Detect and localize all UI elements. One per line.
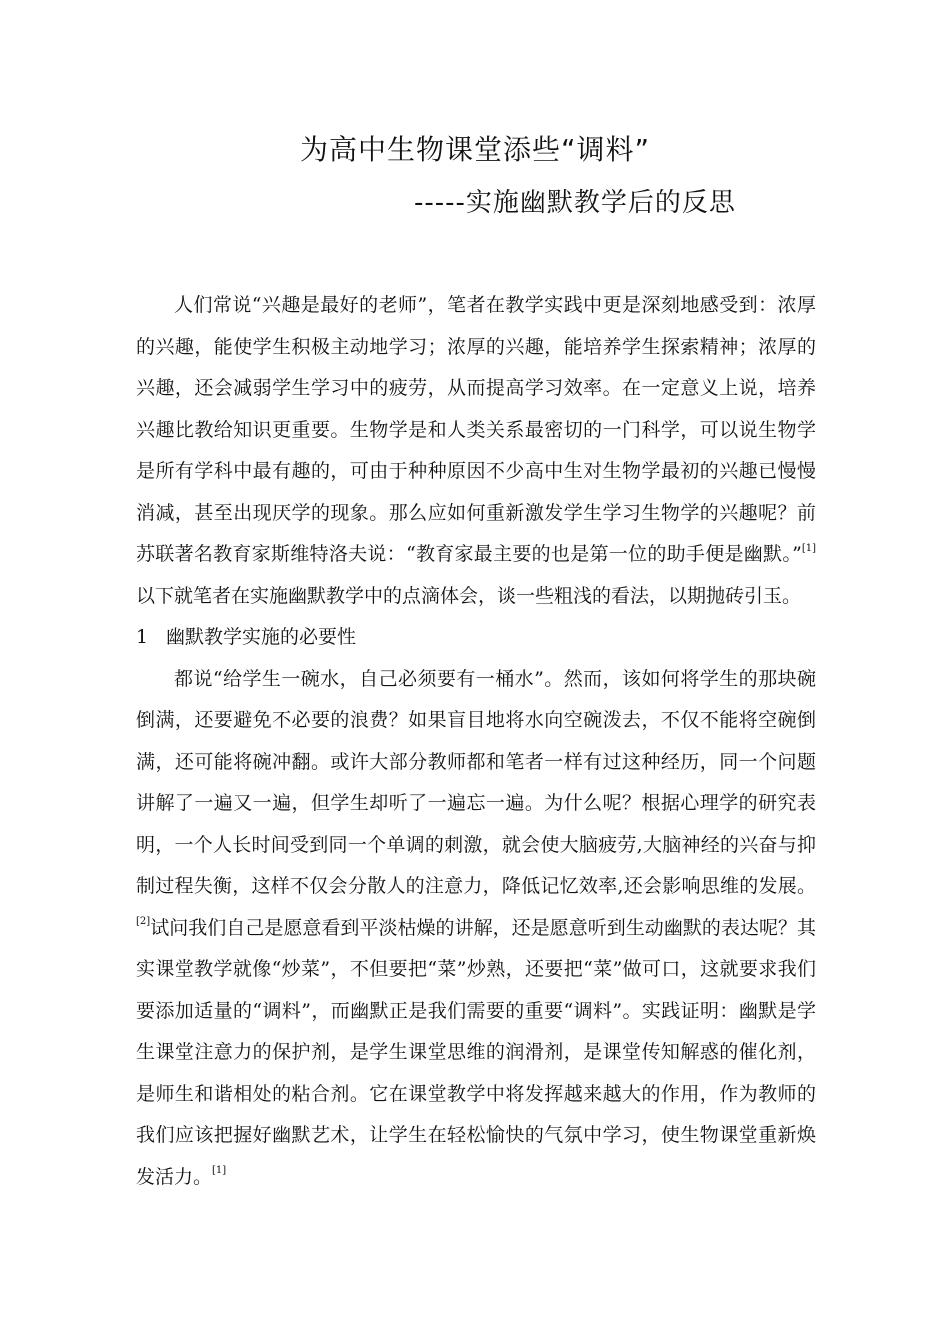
- document-body: [136, 285, 816, 1198]
- citation-ref: [1]: [212, 1165, 227, 1177]
- citation-ref: [2]: [136, 916, 151, 928]
- paragraph-intro-text-b: 以下就笔者在实施幽默教学中的点滴体会，谈一些粗浅的看法，以期抛砖引玉。: [136, 584, 802, 607]
- section-heading: [136, 617, 816, 659]
- paragraph-intro-text-a: 人们常说“兴趣是最好的老师”，笔者在教学实践中更是深刻地感受到：浓厚的兴趣，能使学生积极主动地学习；浓厚的兴趣，能培养学生探索精神；浓厚的兴趣，还会减弱学生学习中的疲劳，从而提高学习效率。在一定意义上说，培养兴趣比教给知识更重要。生物学是和人类关系最密切的一门科学，可以说生物学是所有学科中最有趣的，可由于种种原因不少高中生对生物学最初的兴趣已慢慢消减，甚至出现厌学的现象。那么应如何重新激发学生学习生物学的兴趣呢？前苏联著名教育家斯维特洛夫说：“教育家最主要的也是第一位的助手便是幽默。”: [136, 294, 816, 565]
- citation-ref: [1]: [801, 542, 816, 554]
- paragraph-necessity: [136, 659, 816, 1199]
- section-number: 1: [136, 626, 149, 648]
- paragraph-intro: [136, 285, 816, 617]
- paragraph-necessity-text-a: 都说“给学生一碗水，自己必须要有一桶水”。然而，该如何将学生的那块碗倒满，还要避免不必要的浪费？如果盲目地将水向空碗泼去，不仅不能将空碗倒满，还可能将碗冲翻。或许大部分教师都和笔者一样有过这种经历，同一个问题讲解了一遍又一遍，但学生却听了一遍忘一遍。为什么呢？根据心理学的研究表明，一个人长时间受到同一个单调的刺激，就会使大脑疲劳,大脑神经的兴奋与抑制过程失衡，这样不仅会分散人的注意力，降低记忆效率,还会影响思维的发展。: [136, 667, 816, 897]
- document-title: 为高中生物课堂添些“调料”: [299, 133, 650, 166]
- document-subtitle: -----实施幽默教学后的反思: [414, 188, 736, 218]
- paragraph-necessity-text-b: 试问我们自己是愿意看到平淡枯燥的讲解，还是愿意听到生动幽默的表达呢？其实课堂教学就像“炒菜”，不但要把“菜”炒熟，还要把“菜”做可口，这就要求我们要添加适量的“调料”，而幽默正是我们需要的重要“调料”。实践证明：幽默是学生课堂注意力的保护剂，是学生课堂思维的润滑剂，是课堂传知解惑的催化剂，是师生和谐相处的粘合剂。它在课堂教学中将发挥越来越大的作用，作为教师的我们应该把握好幽默艺术，让学生在轻松愉快的气氛中学习，使生物课堂重新焕发活力。: [136, 916, 816, 1188]
- section-heading-text: 幽默教学实施的必要性: [166, 626, 357, 648]
